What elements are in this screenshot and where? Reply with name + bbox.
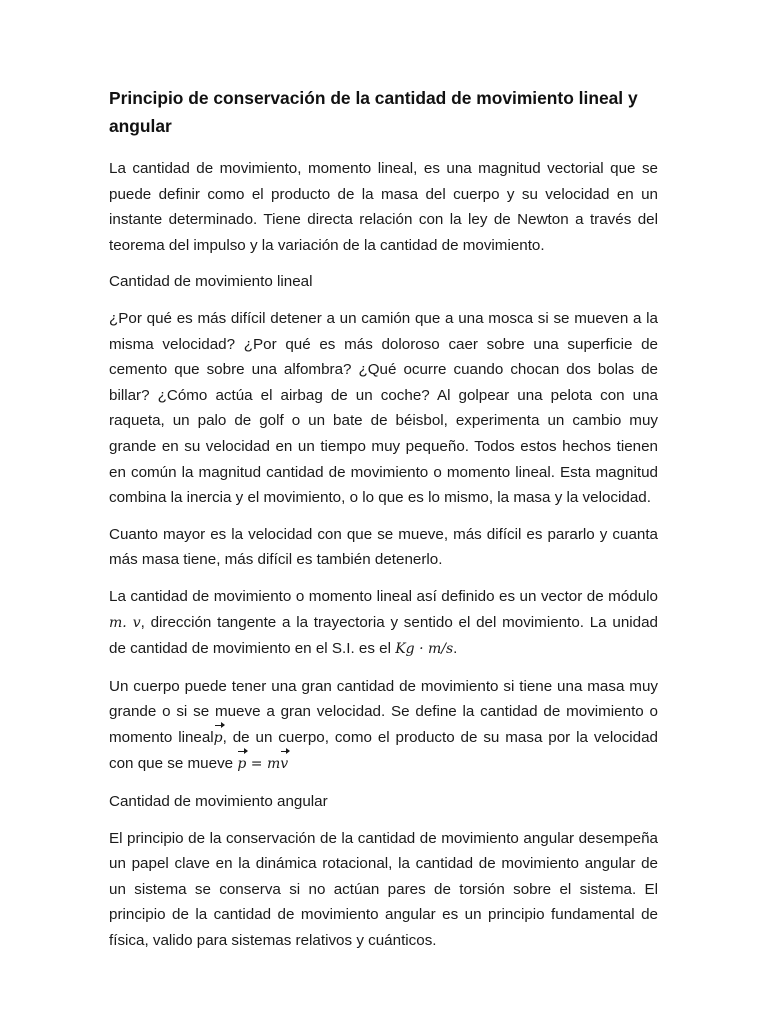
unit-formula: Kg · m/s (395, 641, 454, 658)
definition-text-start: Un cuerpo puede tener una gran cantidad de movimiento si tiene una masa muy grande o si se mueve a gran velocidad. Se define la cantidad de movimiento o momento lineal (109, 677, 658, 746)
momentum-definition-paragraph (109, 674, 658, 778)
angular-paragraph: El principio de la conservación de la cantidad de movimiento angular desempeña un papel clave en la dinámica rotacional, la cantidad de movimiento angular de un sistema se conserva si no actúan pares de torsión sobre el sistema. El principio de la cantidad de movimiento angular es un principio fundamental de física, valido para sistemas relativos y cuánticos. (109, 829, 658, 950)
vector-text-middle: , dirección tangente a la trayectoria y sentido el del movimiento. La unidad de cantidad de movimiento en el S.I. es el (109, 613, 658, 658)
intro-paragraph: La cantidad de movimiento, momento lineal, es una magnitud vectorial que se puede definir como el producto de la masa del cuerpo y su velocidad en un instante determinado. Tiene directa relación con la ley de Newton a través del teorema del impulso y la variación de la cantidad de movimiento. (109, 160, 658, 254)
section-heading-linear: Cantidad de movimiento lineal (109, 273, 313, 291)
definition-text-middle: , de un cuerpo, como el producto de su masa por la velocidad con que se mueve (109, 728, 658, 773)
section-heading-angular: Cantidad de movimiento angular (109, 793, 328, 811)
document-title: Principio de conservación de la cantidad de movimiento lineal y angular (109, 88, 638, 136)
document-page (109, 84, 658, 954)
module-formula: m. v (109, 614, 141, 631)
velocity-paragraph: Cuanto mayor es la velocidad con que se mueve, más difícil es pararlo y cuanta más masa tiene, más difícil es también detenerlo. (109, 525, 658, 569)
vector-text-start: La cantidad de movimiento o momento lineal así definido es un vector de módulo (109, 587, 658, 605)
vector-paragraph (109, 584, 658, 663)
questions-paragraph: ¿Por qué es más difícil detener a un camión que a una mosca si se mueven a la misma velocidad? ¿Por qué es más doloroso caer sobre una superficie de cemento que sobre una alfombra? ¿Qué ocurre cuando chocan dos bolas de billar? ¿Cómo actúa el airbag de un coche? Al golpear una pelota con una raqueta, un palo de golf o un bate de béisbol, experimenta un cambio muy grande en su velocidad en un tiempo muy pequeño. Todos estos hechos tienen en común la magnitud cantidad de movimiento o momento lineal. Esta magnitud combina la inercia y el movimiento, o lo que es lo mismo, la masa y la velocidad. (109, 309, 658, 507)
equation-momentum-symbol: p (237, 752, 246, 778)
equation-velocity-symbol: v (280, 752, 288, 778)
momentum-vector-symbol: p (214, 726, 223, 752)
equation-equals-mass: = m (246, 756, 281, 773)
vector-text-end: . (453, 640, 458, 658)
